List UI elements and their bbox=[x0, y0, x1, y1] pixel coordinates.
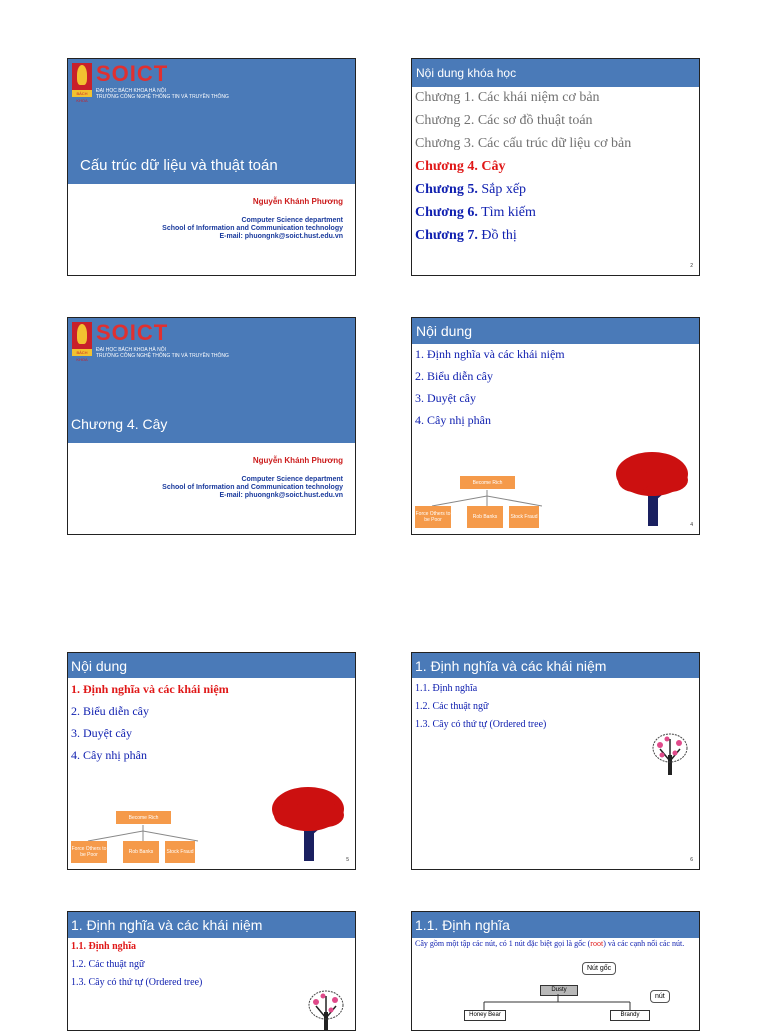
soict-logo-text: SOICT bbox=[96, 61, 169, 86]
department: Computer Science department bbox=[241, 476, 343, 483]
subsection-3: 1.3. Cây có thứ tự (Ordered tree) bbox=[415, 719, 547, 730]
school-name: TRƯỜNG CÔNG NGHỆ THÔNG TIN VÀ TRUYỀN THÔNG bbox=[96, 353, 229, 359]
slide-6-definitions bbox=[411, 652, 700, 870]
outline-item-2: 2. Biểu diễn cây bbox=[415, 369, 493, 383]
cover-header bbox=[68, 318, 355, 443]
slide-8-definition bbox=[411, 911, 700, 1031]
outline-item-2: 2. Biểu diễn cây bbox=[71, 704, 149, 718]
author-name: Nguyễn Khánh Phương bbox=[252, 456, 343, 465]
slide-title: 1.1. Định nghĩa bbox=[415, 917, 510, 933]
slide-title: Nội dung khóa học bbox=[416, 66, 517, 80]
subsection-1-active: 1.1. Định nghĩa bbox=[71, 941, 137, 952]
author-affiliation bbox=[162, 217, 343, 241]
subsection-2: 1.2. Các thuật ngữ bbox=[71, 959, 145, 970]
chapter-1: Chương 1. Các khái niệm cơ bản bbox=[415, 90, 600, 105]
subsection-3: 1.3. Cây có thứ tự (Ordered tree) bbox=[71, 977, 203, 988]
outline-item-1: 1. Định nghĩa và các khái niệm bbox=[415, 347, 565, 361]
slide-header bbox=[68, 912, 355, 938]
chapter-4: Chương 4. Cây bbox=[415, 159, 506, 174]
pink-tree-image bbox=[652, 731, 688, 775]
org-root-box: Become Rich bbox=[460, 476, 515, 489]
school: School of Information and Communication technology bbox=[162, 225, 343, 232]
tree-node-honey-bear: Honey Bear bbox=[464, 1010, 506, 1021]
slide-5-outline bbox=[67, 652, 356, 870]
page-number: 6 bbox=[690, 857, 693, 863]
slide-2-course-content bbox=[411, 58, 700, 276]
tree-edges bbox=[412, 994, 700, 1031]
definition-text: Cây gồm một tập các nút, có 1 nút đặc biệt gọi là gốc (root) và các cạnh nối các nút. bbox=[415, 939, 685, 948]
school-name: TRƯỜNG CÔNG NGHỆ THÔNG TIN VÀ TRUYỀN THÔNG bbox=[96, 94, 229, 100]
red-tree-image bbox=[268, 783, 348, 863]
slide-title: 1. Định nghĩa và các khái niệm bbox=[71, 917, 263, 933]
org-child-box: Stock Fraud bbox=[509, 506, 539, 528]
email: E-mail: phuongnk@soict.hust.edu.vn bbox=[219, 492, 343, 499]
chapter-5: Chương 5. Sắp xếp bbox=[415, 182, 527, 197]
org-child-box: Rob Banks bbox=[123, 841, 159, 863]
outline-item-3: 3. Duyệt cây bbox=[71, 726, 132, 740]
author-name: Nguyễn Khánh Phương bbox=[252, 197, 343, 206]
root-callout: Nút gốc bbox=[582, 962, 616, 975]
slide-header bbox=[68, 653, 355, 678]
university-name: ĐẠI HỌC BÁCH KHOA HÀ NỘI bbox=[96, 347, 167, 353]
cover-header bbox=[68, 59, 355, 184]
outline-item-3: 3. Duyệt cây bbox=[415, 391, 476, 405]
node-callout: nút bbox=[650, 990, 670, 1003]
pink-tree-image bbox=[308, 988, 344, 1031]
chapter-title: Chương 4. Cây bbox=[71, 416, 168, 432]
tree-node-brandy: Brandy bbox=[610, 1010, 650, 1021]
school: School of Information and Communication technology bbox=[162, 484, 343, 491]
red-tree-image bbox=[612, 448, 692, 528]
page-number: 2 bbox=[690, 263, 693, 269]
chapter-2: Chương 2. Các sơ đồ thuật toán bbox=[415, 113, 593, 128]
chapter-3: Chương 3. Các cấu trúc dữ liệu cơ bản bbox=[415, 136, 632, 151]
page-number: 5 bbox=[346, 857, 349, 863]
subsection-1: 1.1. Định nghĩa bbox=[415, 683, 478, 694]
soict-logo-text: SOICT bbox=[96, 320, 169, 345]
slide-header bbox=[412, 912, 699, 938]
slide-4-outline bbox=[411, 317, 700, 535]
chapter-7: Chương 7. Đồ thị bbox=[415, 228, 517, 243]
tree-node-dusty: Dusty bbox=[540, 985, 578, 996]
subsection-2: 1.2. Các thuật ngữ bbox=[415, 701, 489, 712]
org-child-box: Force Others to be Poor bbox=[415, 506, 451, 528]
slide-header bbox=[412, 59, 699, 87]
page-number: 4 bbox=[690, 522, 693, 528]
slide-header bbox=[412, 318, 699, 344]
org-child-box: Stock Fraud bbox=[165, 841, 195, 863]
slide-title: 1. Định nghĩa và các khái niệm bbox=[415, 658, 607, 674]
org-root-box: Become Rich bbox=[116, 811, 171, 824]
author-affiliation bbox=[162, 476, 343, 500]
org-child-box: Force Others to be Poor bbox=[71, 841, 107, 863]
slide-title: Nội dung bbox=[71, 658, 128, 674]
email: E-mail: phuongnk@soict.hust.edu.vn bbox=[219, 233, 343, 240]
outline-item-4: 4. Cây nhị phân bbox=[71, 748, 147, 762]
slide-3-chapter-cover bbox=[67, 317, 356, 535]
university-name: ĐẠI HỌC BÁCH KHOA HÀ NỘI bbox=[96, 88, 167, 94]
slide-title: Nội dung bbox=[416, 323, 473, 339]
outline-item-1-active: 1. Định nghĩa và các khái niệm bbox=[71, 682, 229, 696]
slide-1-cover bbox=[67, 58, 356, 276]
course-title: Cấu trúc dữ liệu và thuật toán bbox=[80, 157, 278, 174]
hust-logo: BÁCH KHOA bbox=[72, 63, 92, 97]
slide-7-definitions bbox=[67, 911, 356, 1031]
outline-item-4: 4. Cây nhị phân bbox=[415, 413, 491, 427]
org-child-box: Rob Banks bbox=[467, 506, 503, 528]
hust-logo: BÁCH KHOA bbox=[72, 322, 92, 356]
slide-header bbox=[412, 653, 699, 678]
chapter-6: Chương 6. Tìm kiếm bbox=[415, 205, 536, 220]
department: Computer Science department bbox=[241, 217, 343, 224]
